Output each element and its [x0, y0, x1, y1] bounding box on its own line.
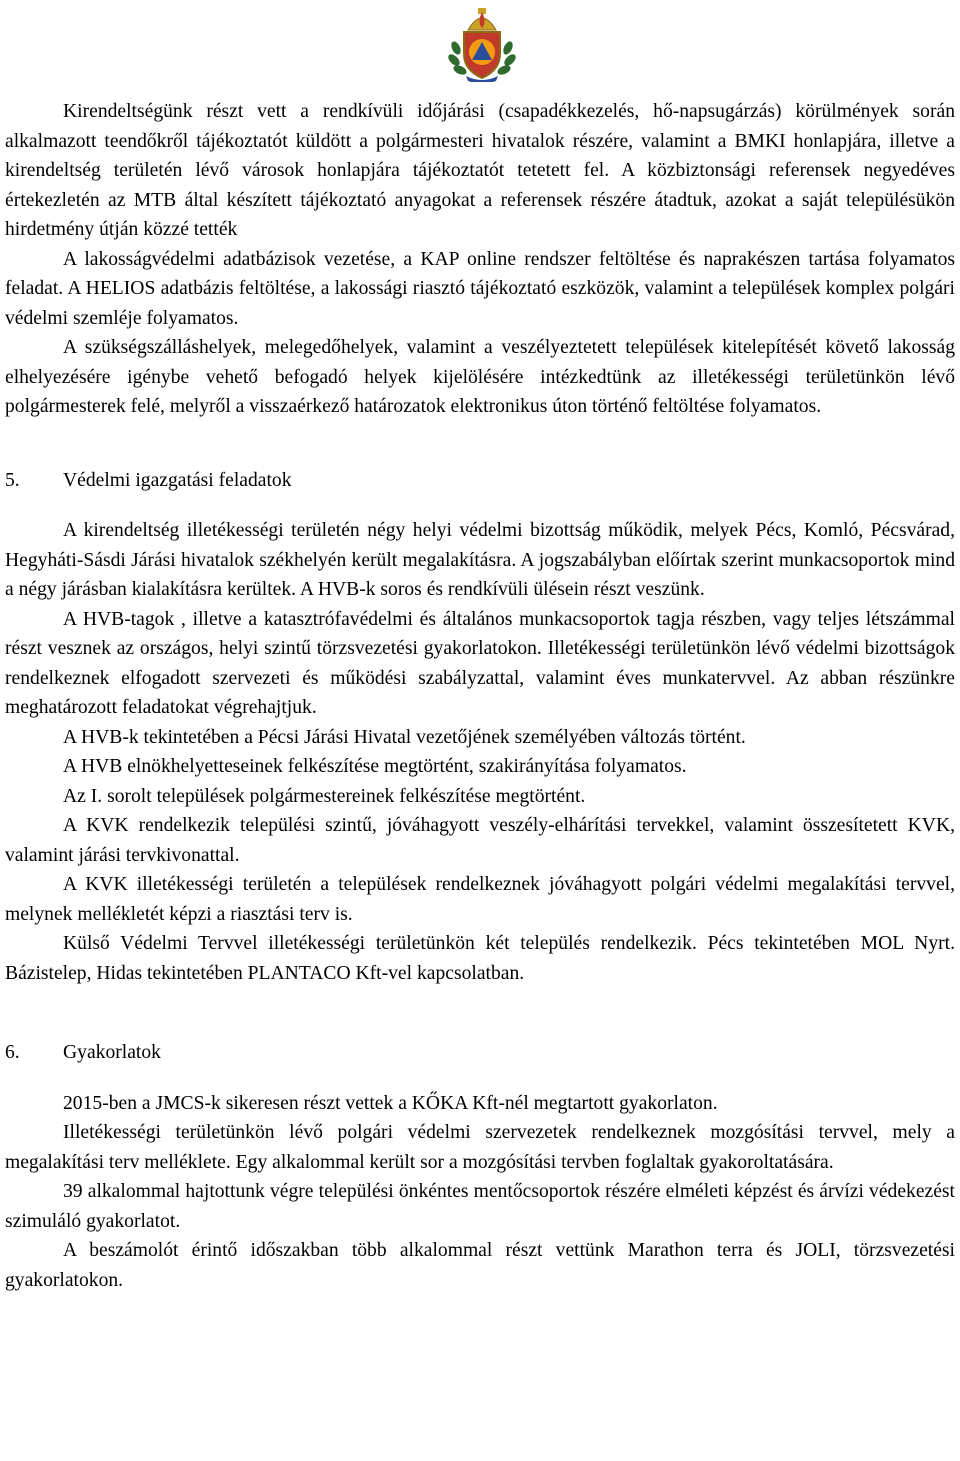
section-title: Védelmi igazgatási feladatok	[63, 469, 292, 491]
paragraph: 39 alkalommal hajtottunk végre települési önkéntes mentőcsoportok részére elméleti képzést és árvízi védekezést szimuláló gyakorlatot.	[5, 1181, 955, 1232]
paragraph: A KVK rendelkezik települési szintű, jóváhagyott veszély-elhárítási tervekkel, valamint összesítetett KVK, valamint járási tervkivonattal.	[5, 815, 955, 866]
section-heading-6	[5, 1038, 955, 1068]
section-heading-5	[5, 466, 955, 496]
section-number: 5.	[5, 469, 20, 491]
paragraph: A kirendeltség illetékességi területén négy helyi védelmi bizottság működik, melyek Pécs, Komló, Pécsvárad, Hegyháti-Sásdi Járási hivatalok székhelyén került megalakításra. A jogszabályban előírtak szerint munkacsoportok mind a négy járásban kialakításra kerültek. A HVB-k soros és rendkívüli ülésein részt veszünk.	[5, 520, 955, 600]
paragraph: A HVB elnökhelyetteseinek felkészítése megtörtént, szakirányítása folyamatos.	[63, 756, 687, 777]
paragraph: Illetékességi területünkön lévő polgári védelmi szervezetek rendelkeznek mozgósítási tervvel, mely a megalakítási terv melléklete. Egy alkalommal került sor a mozgósítási tervben foglaltak gyakoroltatására.	[5, 1122, 955, 1173]
paragraph: A beszámolót érintő időszakban több alkalommal részt vettünk Marathon terra és JOLI, törzsvezetési gyakorlatokon.	[5, 1240, 955, 1291]
paragraph: A HVB-k tekintetében a Pécsi Járási Hivatal vezetőjének személyében változás történt.	[63, 726, 746, 748]
section-title: Gyakorlatok	[63, 1042, 161, 1063]
paragraph: Kirendeltségünk részt vett a rendkívüli időjárási (csapadékkezelés, hő-napsugárzás) körülmények során alkalmazott teendőkről tájékoztatót küldött a polgármesteri hivatalok részére, valamint a BMKI honlapjára, illetve a kirendeltség területén lévő városok honlapjára tájékoztatót tetetett fel. A közbiztonsági referensek negyedéves értekezletén az MTB által készített tájékoztató anyagokat a referensek részére átadtuk, azokat a saját településükön hirdetmény útján közzé tették	[5, 101, 955, 240]
paragraph: 2015-ben a JMCS-k sikeresen részt vettek a KŐKA Kft-nél megtartott gyakorlaton.	[63, 1092, 718, 1114]
paragraph: A szükségszálláshelyek, melegedőhelyek, valamint a veszélyeztetett települések kitelepítését követő lakosság elhelyezésére igénybe vehető befogadó helyek kijelölésére intézkedtünk az illetékességi területünkön lévő polgármesterek felé, melyről a visszaérkező határozatok elektronikus úton történő feltöltése folyamatos.	[5, 337, 955, 417]
paragraph: A HVB-tagok , illetve a katasztrófavédelmi és általános munkacsoportok tagja részben, vagy teljes létszámmal részt vesznek az országos, helyi szintű törzsvezetési gyakorlatokon. Illetékességi területünkön lévő védelmi bizottságok rendelkeznek elfogadott szervezeti és működési szabályzattal, valamint éves munkatervvel. Az abban részünkre meghatározott feladatokat végrehajtjuk.	[5, 608, 955, 718]
paragraph: Az I. sorolt települések polgármestereinek felkészítése megtörtént.	[63, 785, 586, 807]
paragraph: Külső Védelmi Tervvel illetékességi területünkön két település rendelkezik. Pécs tekintetében MOL Nyrt. Bázistelep, Hidas tekintetében PLANTACO Kft-vel kapcsolatban.	[5, 933, 955, 984]
document-body	[5, 97, 955, 1295]
disaster-management-emblem-icon	[444, 4, 520, 82]
paragraph: A lakosságvédelmi adatbázisok vezetése, a KAP online rendszer feltöltése és naprakészen tartása folyamatos feladat. A HELIOS adatbázis feltöltése, a lakossági riasztó tájékoztató eszközök, valamint a települések komplex polgári védelmi szemléje folyamatos.	[5, 248, 955, 329]
section-number: 6.	[5, 1042, 20, 1063]
paragraph: A KVK illetékességi területén a települések rendelkeznek jóváhagyott polgári védelmi megalakítási tervvel, melynek mellékletét képzi a riasztási terv is.	[5, 874, 955, 925]
